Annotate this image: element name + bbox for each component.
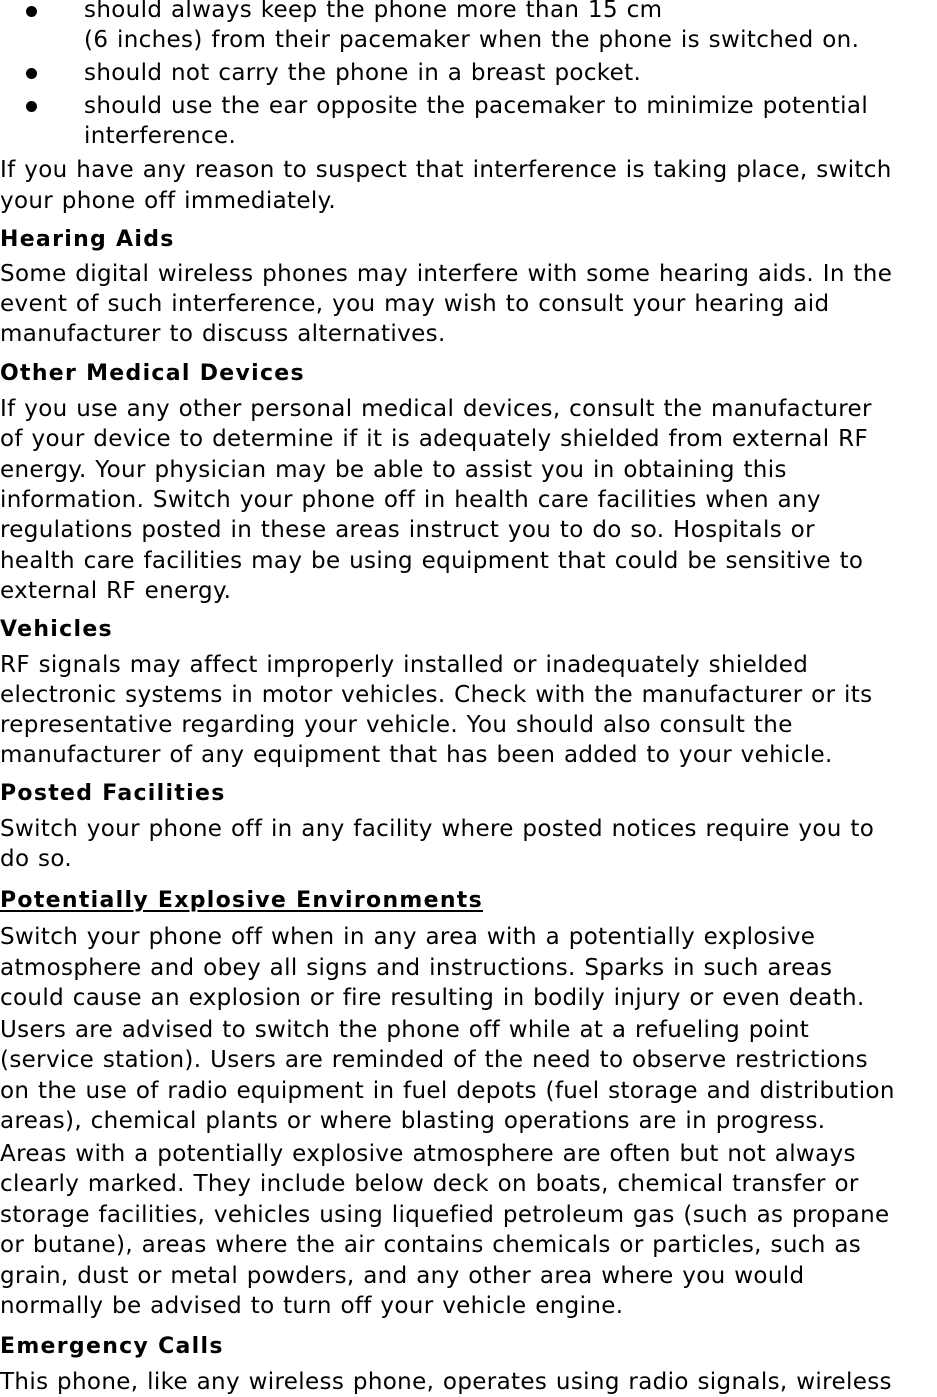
paragraph-line: normally be advised to turn off your vehicle engine. [0, 1293, 624, 1319]
paragraph-line: energy. Your physician may be able to assist you in obtaining this [0, 457, 787, 483]
bullet-text: interference. [84, 123, 237, 149]
paragraph-line: Switch your phone off in any facility where posted notices require you to [0, 816, 875, 842]
paragraph-line: health care facilities may be using equipment that could be sensitive to [0, 548, 864, 574]
paragraph-line: regulations posted in these areas instruct you to do so. Hospitals or [0, 517, 815, 543]
paragraph-line: RF signals may affect improperly installed or inadequately shielded [0, 652, 809, 678]
paragraph-line: external RF energy. [0, 578, 232, 604]
bullet-text: should always keep the phone more than 15 cm [84, 0, 663, 23]
bullet-text: should not carry the phone in a breast pocket. [84, 60, 642, 86]
paragraph-line: storage facilities, vehicles using liquefied petroleum gas (such as propane [0, 1202, 890, 1228]
bullet-text: should use the ear opposite the pacemaker to minimize potential [84, 93, 869, 119]
paragraph-line: If you have any reason to suspect that interference is taking place, switch [0, 157, 892, 183]
bullet-marker [26, 68, 37, 79]
paragraph-line: Switch your phone off when in any area with a potentially explosive [0, 924, 816, 950]
section-heading: Potentially Explosive Environments [0, 888, 484, 913]
paragraph-line: Users are advised to switch the phone off while at a refueling point [0, 1017, 810, 1043]
paragraph-line: of your device to determine if it is adequately shielded from external RF [0, 426, 869, 452]
paragraph-line: or butane), areas where the air contains chemicals or particles, such as [0, 1232, 862, 1258]
paragraph-line: (service station). Users are reminded of the need to observe restrictions [0, 1047, 869, 1073]
bullet-text: (6 inches) from their pacemaker when the phone is switched on. [84, 27, 860, 53]
section-heading: Emergency Calls [0, 1334, 224, 1359]
paragraph-line: If you use any other personal medical devices, consult the manufacturer [0, 396, 872, 422]
paragraph-line: clearly marked. They include below deck on boats, chemical transfer or [0, 1171, 859, 1197]
paragraph-line: atmosphere and obey all signs and instructions. Sparks in such areas [0, 955, 833, 981]
section-heading: Posted Facilities [0, 781, 226, 806]
paragraph-line: on the use of radio equipment in fuel depots (fuel storage and distribution [0, 1078, 895, 1104]
paragraph-line: This phone, like any wireless phone, operates using radio signals, wireless [0, 1369, 892, 1395]
paragraph-line: grain, dust or metal powders, and any other area where you would [0, 1263, 805, 1289]
section-heading: Vehicles [0, 617, 113, 642]
paragraph-line: event of such interference, you may wish to consult your hearing aid [0, 291, 830, 317]
paragraph-line: could cause an explosion or fire resulting in bodily injury or even death. [0, 985, 865, 1011]
bullet-marker [26, 6, 37, 17]
paragraph-line: manufacturer to discuss alternatives. [0, 321, 446, 347]
paragraph-line: Areas with a potentially explosive atmosphere are often but not always [0, 1141, 856, 1167]
paragraph-line: do so. [0, 846, 73, 872]
paragraph-line: information. Switch your phone off in health care facilities when any [0, 487, 821, 513]
bullet-marker [26, 101, 37, 112]
section-heading: Other Medical Devices [0, 361, 305, 386]
paragraph-line: manufacturer of any equipment that has been added to your vehicle. [0, 742, 833, 768]
paragraph-line: representative regarding your vehicle. You should also consult the [0, 712, 793, 738]
paragraph-line: Some digital wireless phones may interfere with some hearing aids. In the [0, 261, 893, 287]
paragraph-line: your phone off immediately. [0, 188, 336, 214]
paragraph-line: electronic systems in motor vehicles. Check with the manufacturer or its [0, 682, 873, 708]
paragraph-line: areas), chemical plants or where blasting operations are in progress. [0, 1108, 826, 1134]
section-heading: Hearing Aids [0, 227, 175, 252]
